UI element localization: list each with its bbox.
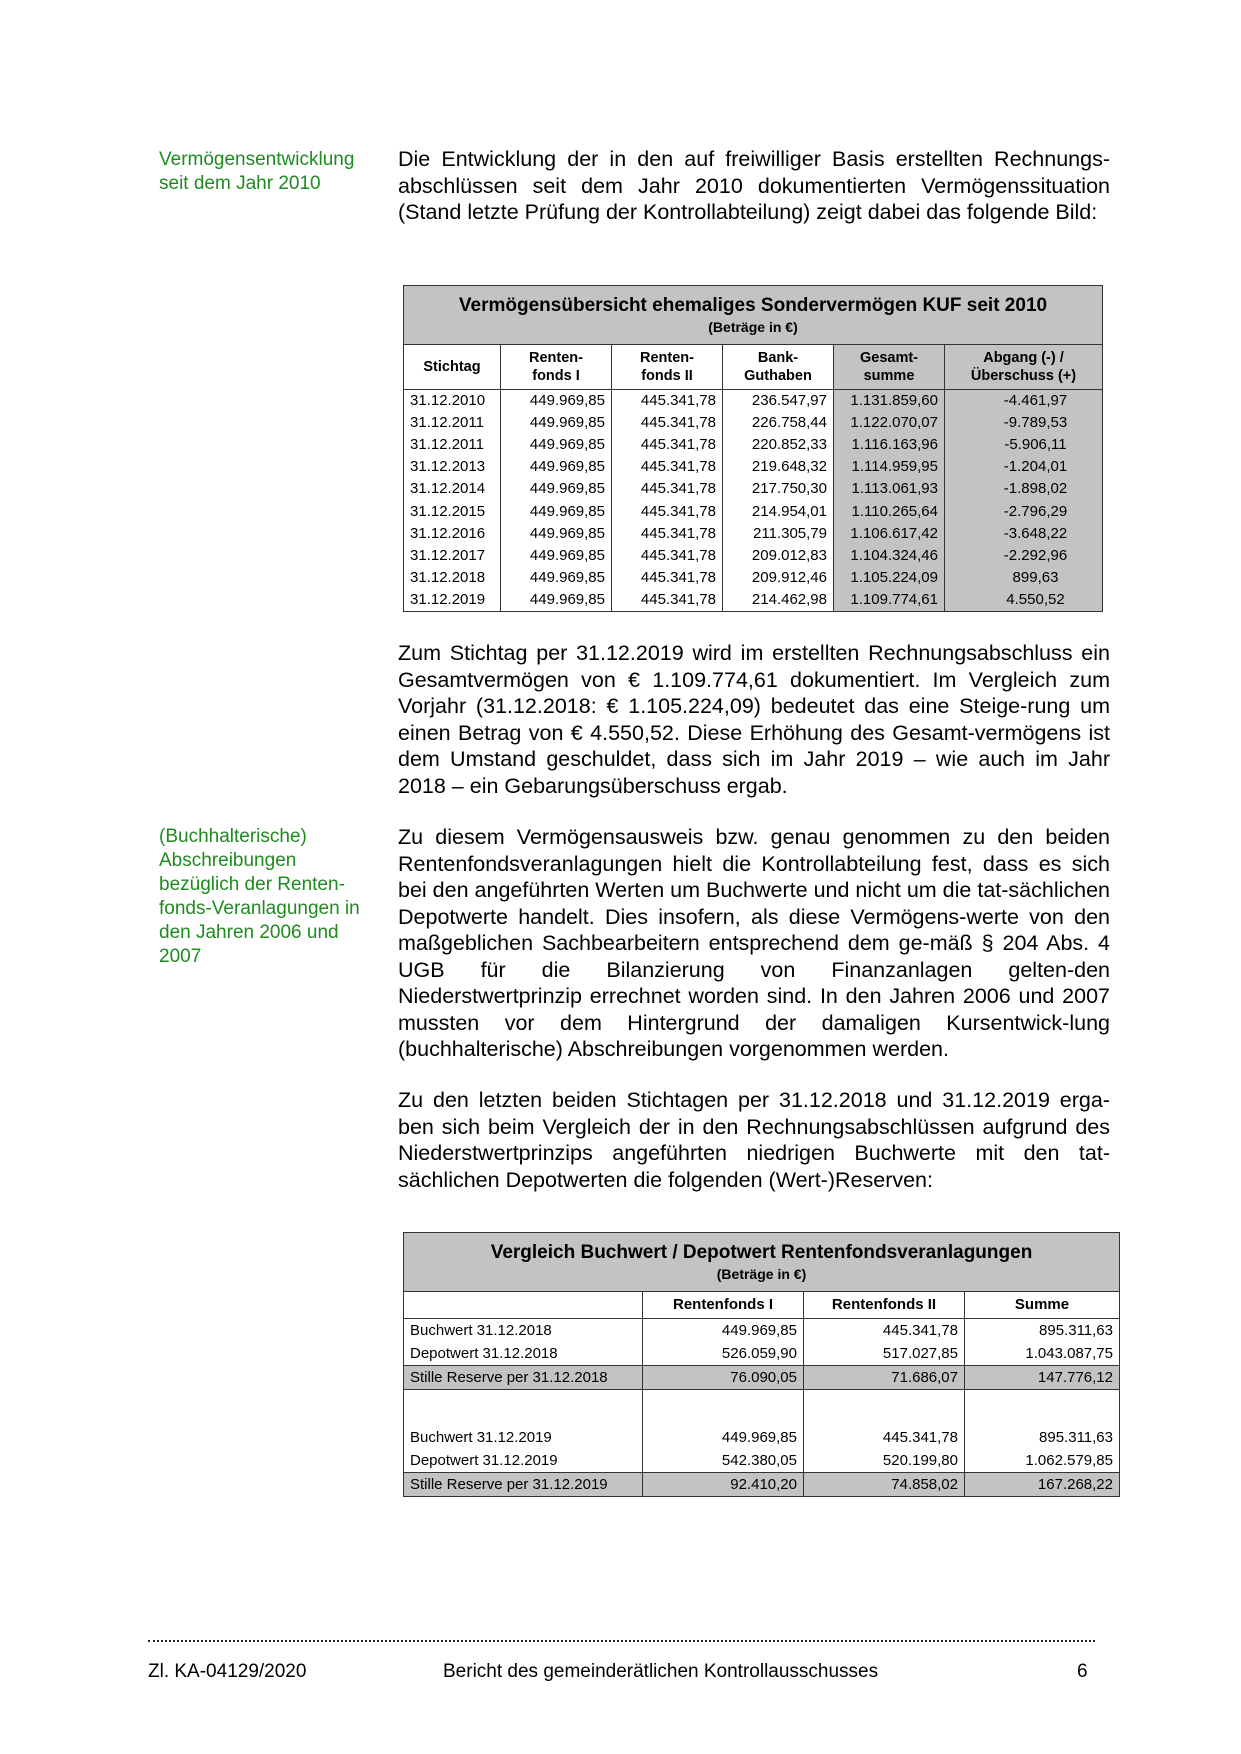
cell-total: 1.109.774,61 [834, 589, 945, 612]
table-row [404, 478, 1103, 500]
cell-delta: -9.789,53 [945, 412, 1103, 434]
cell-total: 1.113.061,93 [834, 478, 945, 500]
cell-date: 31.12.2013 [404, 456, 501, 478]
wealth-overview-table [403, 285, 1103, 612]
cell-value: 92.410,20 [643, 1473, 804, 1497]
cell-date: 31.12.2015 [404, 500, 501, 522]
table-row [404, 412, 1103, 434]
footer-divider [148, 1640, 1095, 1642]
cell-value: 449.969,85 [501, 589, 612, 612]
paragraph-book-values: Zu diesem Vermögensausweis bzw. genau genommen zu den beiden Rentenfondsveranlagungen hielt die Kontrollabteilung fest, dass es sich bei den angeführten Werten um Buchwerte und nicht um die tat-sächlichen Depotwerte handelt. Dies insofern, als diese Vermögens-werte von den maßgeblichen Sachbearbeitern entsprechend dem ge-mäß § 204 Abs. 4 UGB für die Bilanzierung von Finanzanlagen gelten-den Niederstwertprinzip errechnet worden sind. In den Jahren 2006 und 2007 mussten vor dem Hintergrund der damaligen Kursentwick-lung (buchhalterische) Abschreibungen vorgenommen werden. [398, 825, 1110, 1061]
cell-value: 445.341,78 [804, 1426, 965, 1449]
header-stichtag: Stichtag [404, 345, 501, 390]
cell-total: 1.110.265,64 [834, 500, 945, 522]
cell-delta: -1.898,02 [945, 478, 1103, 500]
cell-value: 542.380,05 [643, 1449, 804, 1473]
table-header-row [404, 1292, 1120, 1319]
cell-value: 211.305,79 [723, 523, 834, 545]
cell-value: 209.912,46 [723, 567, 834, 589]
cell-total: 1.116.163,96 [834, 434, 945, 456]
cell-value: 449.969,85 [501, 500, 612, 522]
table-title-text: Vergleich Buchwert / Depotwert Rentenfondsveranlagungen [490, 1242, 1033, 1263]
cell-label: Depotwert 31.12.2018 [404, 1342, 643, 1366]
cell-value: 220.852,33 [723, 434, 834, 456]
cell-value: 445.341,78 [612, 523, 723, 545]
cell-value: 449.969,85 [501, 390, 612, 413]
cell-date: 31.12.2014 [404, 478, 501, 500]
cell-total: 1.105.224,09 [834, 567, 945, 589]
cell-delta: 899,63 [945, 567, 1103, 589]
header-abgang-ueberschuss: Abgang (-) / Überschuss (+) [945, 345, 1103, 390]
cell-value: 214.954,01 [723, 500, 834, 522]
cell-delta: -4.461,97 [945, 390, 1103, 413]
table-row [404, 434, 1103, 456]
cell-value: 517.027,85 [804, 1342, 965, 1366]
cell-value: 449.969,85 [643, 1426, 804, 1449]
cell-value: 445.341,78 [612, 412, 723, 434]
cell-value: 449.969,85 [501, 545, 612, 567]
cell-value: 445.341,78 [612, 589, 723, 612]
cell-value: 449.969,85 [501, 412, 612, 434]
side-note-wealth-development: Vermögensentwicklung seit dem Jahr 2010 [159, 149, 355, 194]
cell-date: 31.12.2018 [404, 567, 501, 589]
cell-value: 445.341,78 [612, 478, 723, 500]
cell-total: 1.106.617,42 [834, 523, 945, 545]
paragraph-reserves: Zu den letzten beiden Stichtagen per 31.12.2018 und 31.12.2019 erga-ben sich beim Vergleich der in den Rechnungsabschlüssen aufgrund des Niederstwertprinzips angeführten niedrigen Buchwerte mit den tat-sächlichen Depotwerten die folgenden (Wert-)Reserven: [398, 1088, 1110, 1192]
cell-value: 449.969,85 [501, 456, 612, 478]
table-row-reserve [404, 1473, 1120, 1497]
cell-date: 31.12.2010 [404, 390, 501, 413]
table-row [404, 1319, 1120, 1343]
cell-value: 449.969,85 [501, 478, 612, 500]
cell-value: 217.750,30 [723, 478, 834, 500]
cell-delta: -1.204,01 [945, 456, 1103, 478]
cell-total: 1.122.070,07 [834, 412, 945, 434]
table-title-text: Vermögensübersicht ehemaliges Sondervermögen KUF seit 2010 [458, 295, 1048, 316]
table-row [404, 1342, 1120, 1366]
cell-value: 167.268,22 [965, 1473, 1120, 1497]
cell-total: 1.114.959,95 [834, 456, 945, 478]
cell-delta: -2.796,29 [945, 500, 1103, 522]
header-label [404, 1292, 643, 1319]
cell-value: 226.758,44 [723, 412, 834, 434]
cell-label: Stille Reserve per 31.12.2019 [404, 1473, 643, 1497]
table-title [404, 286, 1103, 345]
cell-value: 449.969,85 [501, 567, 612, 589]
footer-reference: Zl. KA-04129/2020 [148, 1661, 307, 1682]
cell-value: 445.341,78 [612, 500, 723, 522]
cell-value: 1.043.087,75 [1025, 1345, 1113, 1362]
cell-date: 31.12.2019 [404, 589, 501, 612]
footer-report-title: Bericht des gemeinderätlichen Kontrollausschusses [443, 1661, 879, 1682]
header-summe: Summe [965, 1292, 1120, 1319]
cell-value: 526.059,90 [643, 1342, 804, 1366]
cell-label: Buchwert 31.12.2019 [404, 1426, 643, 1449]
table-row [404, 1449, 1120, 1473]
table-row [404, 1426, 1120, 1449]
cell-value: 76.090,05 [643, 1366, 804, 1390]
header-gesamtsumme: Gesamt- summe [834, 345, 945, 390]
table-row-reserve [404, 1366, 1120, 1390]
footer-page-number: 6 [1077, 1661, 1088, 1682]
paragraph-total-assets: Zum Stichtag per 31.12.2019 wird im erstellten Rechnungsabschluss ein Gesamtvermögen von € 1.109.774,61 dokumentiert. Im Vergleich zum Vorjahr (31.12.2018: € 1.105.224,09) bedeutet das eine Steige-rung um einen Betrag von € 4.550,52. Diese Erhöhung des Gesamt-vermögens ist dem Umstand geschuldet, dass sich im Jahr 2019 – wie auch im Jahr 2018 – ein Gebarungsüberschuss ergab. [398, 641, 1110, 798]
cell-value: 445.341,78 [612, 545, 723, 567]
cell-date: 31.12.2011 [404, 434, 501, 456]
table-title [404, 1233, 1120, 1292]
table-row [404, 589, 1103, 612]
cell-date: 31.12.2017 [404, 545, 501, 567]
book-vs-depot-value-table [403, 1232, 1120, 1497]
cell-value: 445.341,78 [612, 390, 723, 413]
cell-date: 31.12.2016 [404, 523, 501, 545]
cell-value: 895.311,63 [1039, 1429, 1113, 1446]
table-row [404, 545, 1103, 567]
cell-value: 520.199,80 [804, 1449, 965, 1473]
cell-label: Stille Reserve per 31.12.2018 [404, 1366, 643, 1390]
table-row [404, 500, 1103, 522]
table-subtitle-text: (Beträge in €) [708, 319, 798, 335]
header-bank-guthaben: Bank- Guthaben [723, 345, 834, 390]
cell-total: 1.131.859,60 [834, 390, 945, 413]
cell-value: 445.341,78 [804, 1319, 965, 1343]
cell-value: 445.341,78 [612, 456, 723, 478]
cell-date: 31.12.2011 [404, 412, 501, 434]
table-row [404, 567, 1103, 589]
header-rentenfonds-2: Renten- fonds II [612, 345, 723, 390]
cell-value: 449.969,85 [501, 434, 612, 456]
cell-delta: -5.906,11 [945, 434, 1103, 456]
cell-value: 445.341,78 [612, 567, 723, 589]
table-row [404, 390, 1103, 413]
cell-value: 445.341,78 [612, 434, 723, 456]
table-row [404, 523, 1103, 545]
table-header-row [404, 345, 1103, 390]
cell-value: 209.012,83 [723, 545, 834, 567]
cell-value: 449.969,85 [643, 1319, 804, 1343]
paragraph-intro: Die Entwicklung der in den auf freiwilliger Basis erstellten Rechnungs-abschlüssen seit dem Jahr 2010 dokumentierten Vermögenssituation (Stand letzte Prüfung der Kontrollabteilung) zeigt dabei das folgende Bild: [398, 147, 1110, 224]
cell-value: 147.776,12 [965, 1366, 1120, 1390]
table-spacer-row [404, 1390, 1120, 1427]
table-row [404, 456, 1103, 478]
cell-delta: -3.648,22 [945, 523, 1103, 545]
cell-label: Depotwert 31.12.2019 [404, 1449, 643, 1473]
cell-value: 219.648,32 [723, 456, 834, 478]
cell-label: Buchwert 31.12.2018 [404, 1319, 643, 1343]
side-note-depreciation: (Buchhalterische) Abschreibungen bezüglich der Renten-fonds-Veranlagungen in den Jahren 2006 und 2007 [159, 826, 360, 967]
cell-total: 1.104.324,46 [834, 545, 945, 567]
cell-delta: 4.550,52 [945, 589, 1103, 612]
cell-value: 74.858,02 [804, 1473, 965, 1497]
cell-value: 449.969,85 [501, 523, 612, 545]
cell-value: 1.062.579,85 [1025, 1452, 1113, 1469]
cell-value: 236.547,97 [723, 390, 834, 413]
cell-value: 895.311,63 [1039, 1322, 1113, 1339]
cell-delta: -2.292,96 [945, 545, 1103, 567]
cell-value: 214.462,98 [723, 589, 834, 612]
table-subtitle-text: (Beträge in €) [716, 1266, 807, 1282]
header-rentenfonds-1: Rentenfonds I [643, 1292, 804, 1319]
header-rentenfonds-2: Rentenfonds II [804, 1292, 965, 1319]
cell-value: 71.686,07 [804, 1366, 965, 1390]
header-rentenfonds-1: Renten- fonds I [501, 345, 612, 390]
